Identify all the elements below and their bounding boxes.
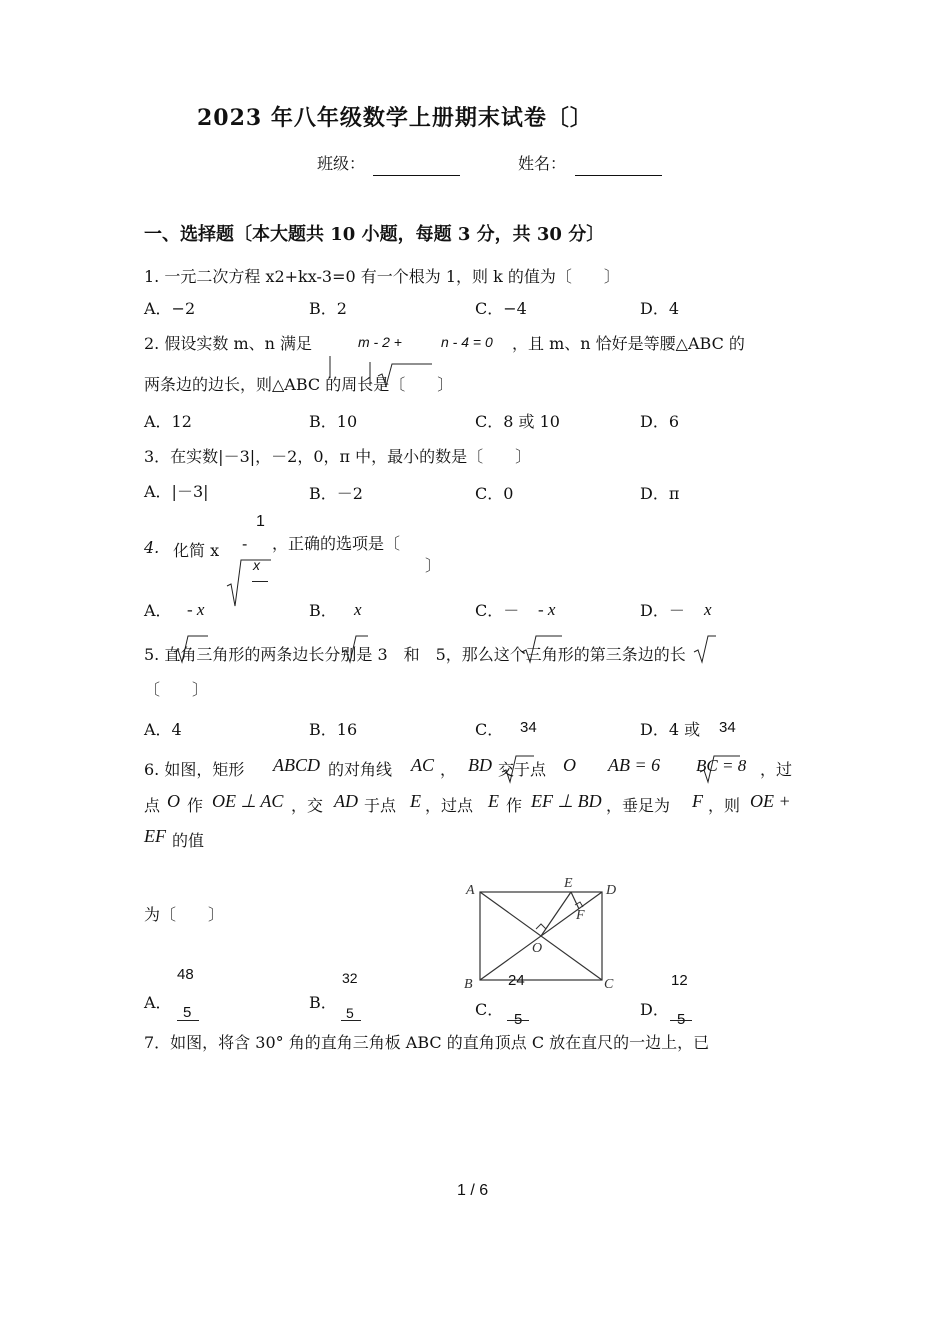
q4-frac-num: 1 [256,513,265,530]
q2-option-d: D．6 [640,412,680,431]
q6-option-d-bar [670,1020,692,1021]
q1-option-a: A．−2 [144,299,196,318]
q6-option-a-bar [177,1020,199,1021]
q6-oe: OE ⊥ AC [212,791,284,811]
figure-label-c: C [604,977,614,992]
q2-option-b: B．10 [309,412,358,431]
q4-option-d-expr: x [704,600,712,619]
q6-rectangle-figure [460,872,630,996]
q6-t6: ，过点 [425,796,474,815]
figure-label-e: E [564,876,573,891]
q6-option-b: B． [309,993,337,1012]
q6-option-d-num: 12 [671,972,688,989]
q6-option-a-num: 48 [177,966,194,983]
q6-ac: AC [411,755,435,775]
q6-t2: 交于点 [498,760,547,779]
q3-option-a: A．|－3| [144,482,209,501]
q5-paren: 〔 〕 [144,680,209,699]
q6-t5: 于点 [364,796,397,815]
figure-label-o: O [532,941,543,956]
q4-number: 4. [144,538,160,557]
q6-e: E [410,791,421,811]
q2-stem-b: ，且 m、n 恰好是等腰△ABC 的 [512,334,745,353]
figure-label-a: A [466,883,475,898]
q2-option-a: A．12 [144,412,192,431]
q6-bd: BD [468,755,492,775]
q6-option-a-den: 5 [183,1004,192,1021]
q1-option-d: D．4 [640,299,680,318]
q4-stem-c: 〕 [425,556,442,575]
q6-oe2: OE + [750,791,791,811]
q4-stem-b: ，正确的选项是〔 [272,534,401,553]
section-heading: 一、选择题〔本大题共 10 小题，每题 3 分，共 30 分〕 [144,224,605,245]
q6-option-c-num: 24 [508,972,525,989]
q4-option-a: A． [144,601,172,620]
q5-option-c: C． [475,720,504,739]
q6-t9: ，则 [708,796,741,815]
q5-option-c-root: 34 [520,719,537,736]
q6-stem-num: 6. 如图，矩形 [144,760,245,779]
q6-l2-o: O [167,791,180,811]
q6-e2: E [488,791,499,811]
q4-option-c: C．－ [475,601,520,620]
q6-t8: ，垂足为 [606,796,671,815]
q6-option-c-den: 5 [514,1011,523,1028]
q5-option-d: D．4 或 [640,720,701,739]
q6-ab: AB = 6 [608,755,661,775]
q3-option-b: B．－2 [309,484,363,503]
name-label: 姓名： [518,154,567,173]
q6-f: F [692,791,703,811]
q6-option-b-num: 32 [342,970,358,986]
class-blank [373,175,460,176]
q4-option-a-expr: - x [187,600,205,619]
q6-l3-ef: EF [144,826,166,846]
q6-option-b-den: 5 [346,1005,354,1021]
q3-stem: 3．在实数|－3|，－2，0，π 中，最小的数是〔 〕 [144,447,532,466]
q1-stem: 1. 一元二次方程 x2+kx-3=0 有一个根为 1，则 k 的值为〔 〕 [144,267,620,286]
q1-option-b: B．2 [309,299,347,318]
figure-label-d: D [606,883,617,898]
q6-bc: BC = 8 [696,756,747,775]
q5-option-a: A．4 [144,720,182,739]
class-label: 班级： [317,154,366,173]
q2-stem-c: 两条边的边长，则△ABC 的周长是〔 〕 [144,375,454,394]
q6-ad: AD [334,791,358,811]
q6-l2-zuo: 作 [187,796,204,815]
q6-ef: EF ⊥ BD [531,791,602,811]
q4-option-d: D．－ [640,601,685,620]
q2-stem-a: 2. 假设实数 m、n 满足 [144,334,313,353]
q6-option-d: D． [640,1000,669,1019]
q2-option-c: C．8 或 10 [475,412,560,431]
q5-stem: 5. 直角三角形的两条边长分别是 3 和 5，那么这个三角形的第三条边的长 [144,645,686,664]
q6-t3: ，过 [760,760,793,779]
q4-frac-den: x [253,557,260,573]
q6-l2-a: 点 [144,796,161,815]
q6-option-b-bar [341,1020,361,1021]
q6-t4: ，交 [291,796,324,815]
q3-option-d: D．π [640,484,680,503]
q6-o: O [563,755,576,775]
q6-t7: 作 [506,796,523,815]
q6-t1: 的对角线 [328,760,393,779]
q2-expr1: m - 2 + [358,334,402,350]
figure-label-b: B [464,977,473,992]
q5-option-d-root: 34 [719,719,736,736]
q4-stem-a: 化简 x [173,541,220,560]
q6-l3-b: 的值 [172,831,205,850]
figure-label-f: F [576,908,585,923]
q3-option-c: C．0 [475,484,514,503]
page-number: 1 / 6 [457,1182,489,1199]
q6-abcd: ABCD [273,755,320,775]
q4-option-b-expr: x [354,600,362,619]
q2-expr2: n - 4 = 0 [441,334,493,350]
q6-l4: 为〔 〕 [144,905,225,924]
q6-comma: ， [440,760,457,779]
q6-option-d-den: 5 [677,1011,686,1028]
q4-option-c-expr: - x [538,600,556,619]
q4-minus: - [242,536,248,553]
q4-radical-sign [225,556,275,608]
q4-option-b: B． [309,601,337,620]
page-title: 2023 年八年级数学上册期末试卷〔〕 [197,105,593,131]
q1-option-c: C．−4 [475,299,527,318]
q6-option-c: C． [475,1000,504,1019]
q5-option-b: B．16 [309,720,358,739]
q6-option-c-bar [507,1020,529,1021]
name-blank [575,175,662,176]
q6-option-a: A． [144,993,172,1012]
q7-stem: 7．如图，将含 30° 角的直角三角板 ABC 的直角顶点 C 放在直尺的一边上，已 [144,1033,710,1052]
